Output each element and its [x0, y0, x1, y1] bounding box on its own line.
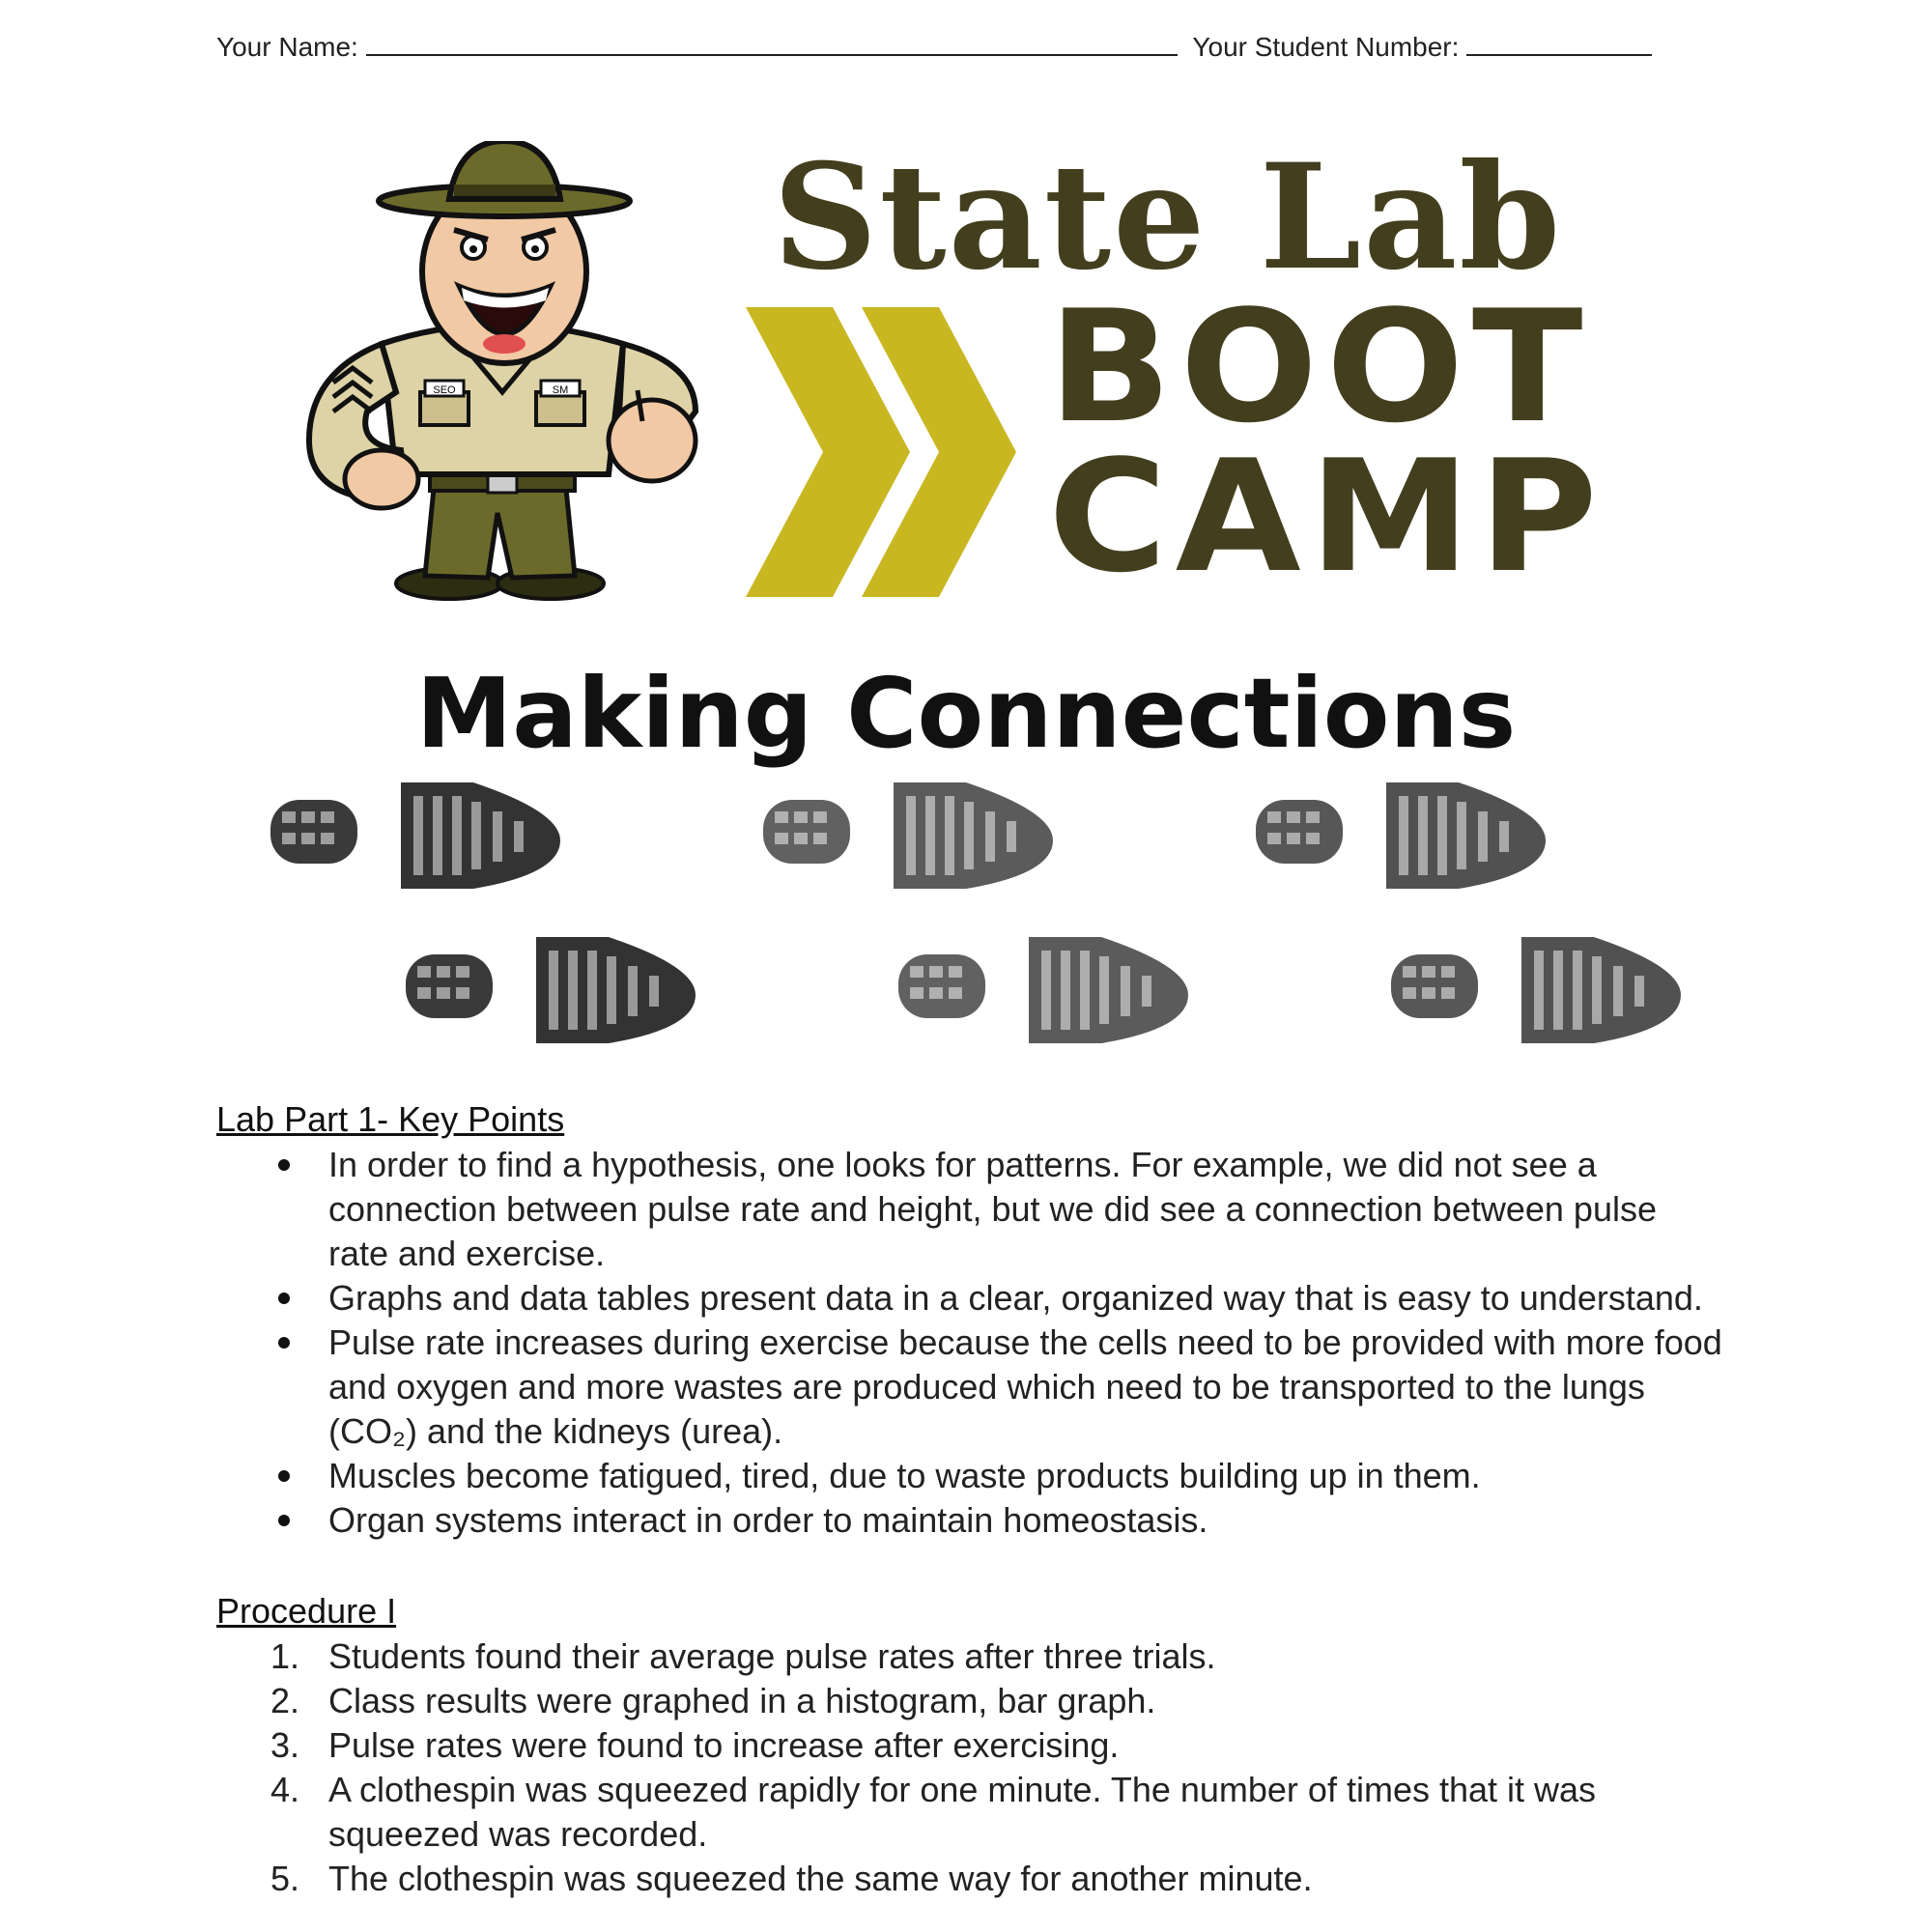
bullet-icon — [276, 1143, 296, 1162]
step-number: 2. — [270, 1681, 300, 1720]
key-point-5-line-1: Organ systems interact in order to maintain homeostasis. — [328, 1500, 1208, 1540]
list-item — [328, 1454, 1777, 1498]
step-number: 3. — [270, 1725, 300, 1765]
bullet-icon — [276, 1498, 296, 1518]
key-point-1-line-2: connection between pulse rate and height, but we did see a connection between pulse — [328, 1189, 1657, 1229]
drill-sergeant-illustration — [290, 141, 744, 605]
list-item — [328, 1723, 1777, 1768]
step-3-line-1: Pulse rates were found to increase after exercising. — [328, 1725, 1120, 1765]
step-1-line-1: Students found their average pulse rates after three trials. — [328, 1636, 1216, 1676]
bullet-icon — [276, 1321, 296, 1340]
list-item — [328, 1768, 1777, 1857]
student-number-label: Your Student Number: — [1192, 32, 1460, 62]
list-item — [328, 1634, 1777, 1679]
list-item — [328, 1276, 1777, 1321]
chevron-arrows-icon — [746, 307, 1036, 597]
name-blank[interactable] — [366, 29, 1178, 56]
bullet-icon — [276, 1454, 296, 1473]
step-5-line-1: The clothespin was squeezed the same way for another minute. — [328, 1859, 1313, 1898]
step-number: 1. — [270, 1636, 300, 1676]
bullet-icon — [276, 1276, 296, 1295]
key-point-3-line-2: and oxygen and more wastes are produced which need to be transported to the lungs — [328, 1367, 1645, 1406]
badge-right: SM — [552, 384, 569, 396]
logo-state-lab: State Lab — [773, 132, 1563, 302]
step-number: 4. — [270, 1770, 300, 1809]
key-point-2-line-1: Graphs and data tables present data in a clear, organized way that is easy to understand. — [328, 1278, 1703, 1318]
procedure-heading: Procedure I — [216, 1591, 397, 1631]
step-number: 5. — [270, 1859, 300, 1898]
key-points-heading: Lab Part 1- Key Points — [216, 1099, 565, 1139]
key-point-1-line-3: rate and exercise. — [328, 1234, 606, 1273]
page-title: Making Connections — [415, 657, 1517, 770]
step-2-line-1: Class results were graphed in a histogram, bar graph. — [328, 1681, 1156, 1720]
name-label: Your Name: — [216, 32, 358, 62]
list-item — [328, 1498, 1777, 1543]
header-line — [216, 29, 1723, 71]
boot-footprints-decoration — [270, 763, 1719, 1072]
list-item — [328, 1857, 1777, 1901]
logo-boot: BOOT — [1048, 276, 1591, 457]
key-point-3-line-3: (CO₂) and the kidneys (urea). — [328, 1411, 783, 1451]
list-item — [328, 1321, 1777, 1454]
list-item — [328, 1679, 1777, 1723]
list-item — [328, 1143, 1777, 1276]
student-number-blank[interactable] — [1466, 29, 1652, 56]
key-point-3-line-1: Pulse rate increases during exercise because the cells need to be provided with more food — [328, 1322, 1722, 1362]
badge-left: SEO — [433, 384, 456, 396]
key-point-1-line-1: In order to find a hypothesis, one looks for patterns. For example, we did not see a — [328, 1145, 1597, 1184]
logo-camp: CAMP — [1048, 426, 1606, 607]
step-4-line-2: squeezed was recorded. — [328, 1814, 708, 1854]
key-point-4-line-1: Muscles become fatigued, tired, due to waste products building up in them. — [328, 1456, 1481, 1495]
step-4-line-1: A clothespin was squeezed rapidly for one minute. The number of times that it was — [328, 1770, 1597, 1809]
